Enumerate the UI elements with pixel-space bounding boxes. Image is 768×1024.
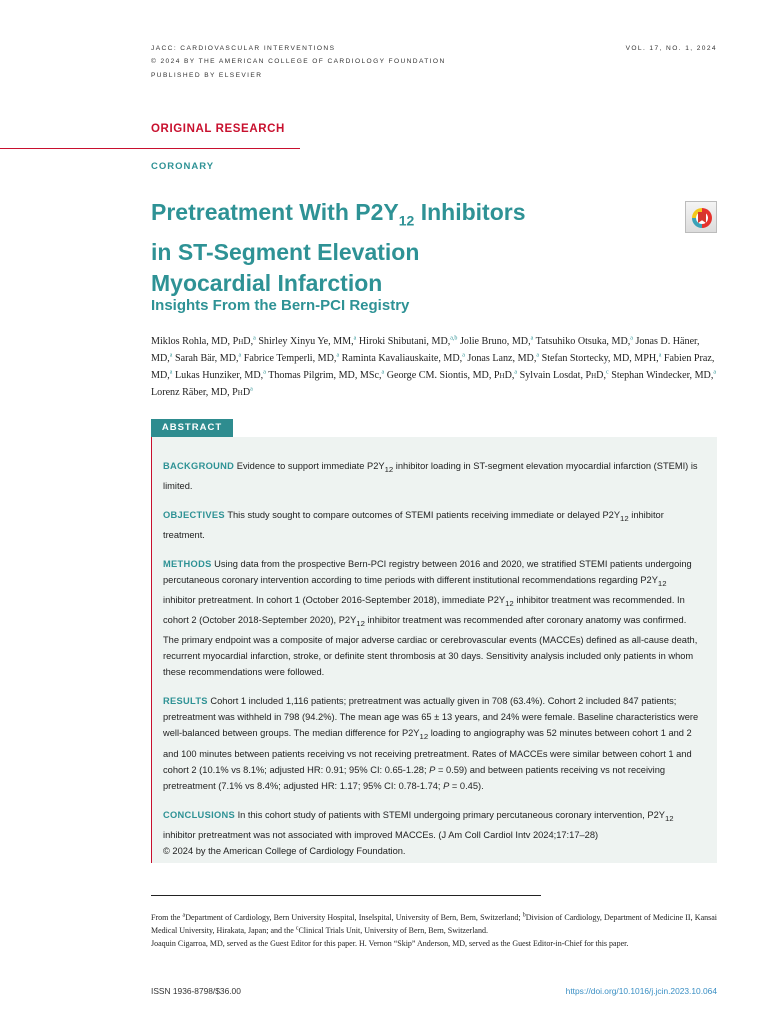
abstract-conclusions: CONCLUSIONS In this cohort study of patients with STEMI undergoing primary percutaneous coronary intervention, $P2Y_{12}$ inhibitor pretreatment was not associated with improved MACCEs. (J Am Coll Cardiol Intv 2024;17:17–28) © 2024 by the American College of Cardiology Foundation. (163, 809, 674, 856)
author-name: Raminta Kavaliauskaite, MD,$^a$ (341, 352, 465, 364)
author-list (151, 333, 721, 401)
author-affiliation-marker: a (630, 335, 633, 342)
author-name: Thomas Pilgrim, MD, MSc,$^a$ (268, 369, 385, 381)
volume-info: VOL. 17, NO. 1, 2024 (625, 45, 717, 52)
author-affiliation-marker: a (514, 369, 518, 376)
author-affiliation-marker: a (253, 335, 256, 342)
title-line-1: Pretreatment With $P2Y_{12}$ Inhibitors (151, 199, 526, 229)
methods-heading: METHODS (163, 558, 212, 569)
abstract-results: RESULTS Cohort 1 included 1,116 patients; pretreatment was actually given in 708 (63.4%). Cohort 2 included 847 patients; pretreatment was withheld in 798 (94.2%). The mean age was 65 ± 13 years, and 24% were female. Baseline characteristics were well-balanced between groups. The median difference for $P2Y_{12}$ loading to angiography was 52 minutes between cohort 1 and 2 and 100 minutes between patients receiving vs not receiving pretreatment. Rates of MACCEs were similar between cohort 1 and cohort 2 (10.1% vs 8.1%; adjusted HR: 0.91; 95% CI: 0.65-1.28; P = 0.59) and between patients receiving vs not receiving pretreatment (7.1% vs 8.4%; adjusted HR: 1.17; 95% CI: 0.78-1.74; P = 0.45). (163, 696, 699, 791)
abstract-accent-rule (151, 437, 152, 863)
author-affiliation-marker: a (353, 335, 357, 342)
author-affiliation-marker: a (238, 352, 242, 359)
author-name: Fabien Praz, MD,$^a$ (151, 353, 715, 381)
article-subtitle: Insights From the Bern-PCI Registry (151, 297, 410, 314)
abstract-box (151, 437, 717, 863)
results-heading: RESULTS (163, 696, 208, 707)
conclusions-heading: CONCLUSIONS (163, 809, 235, 820)
author-affiliation-marker: a (381, 369, 385, 376)
author-name: Fabrice Temperli, MD,$^a$ (243, 352, 340, 364)
author-name: Hiroki Shibutani, MD,$^{a,b}$ (358, 335, 458, 347)
author-affiliation-marker: a (169, 352, 173, 359)
title-line-2: in ST-Segment Elevation (151, 238, 420, 265)
abstract-copyright: © 2024 by the American College of Cardiology Foundation. (163, 845, 406, 856)
author-affiliation-marker: a (169, 369, 173, 376)
author-affiliation-marker: a,b (450, 335, 458, 342)
author-name: Miklos Rohla, MD, PhD,$^a$ (151, 335, 256, 347)
author-name: Stefan Stortecky, MD, MPH,$^a$ (541, 352, 662, 364)
article-title (151, 197, 621, 299)
author-affiliation-marker: a (536, 352, 540, 359)
author-affiliation-marker: a (658, 352, 662, 359)
publisher-line: PUBLISHED BY ELSEVIER (151, 72, 263, 79)
doi-link[interactable]: https://doi.org/10.1016/j.jcin.2023.10.064 (565, 986, 717, 996)
author-affiliation-marker: a (530, 335, 534, 342)
author-name: Shirley Xinyu Ye, MM,$^a$ (258, 335, 357, 347)
citation: (J Am Coll Cardiol Intv 2024;17:17–28) (435, 829, 599, 840)
background-heading: BACKGROUND (163, 461, 235, 471)
abstract-methods: METHODS Using data from the prospective Bern-PCI registry between 2016 and 2020, we stratified STEMI patients undergoing percutaneous coronary intervention according to time periods with different institutional recommendations regarding $P2Y_{12}$ inhibitor pretreatment. In cohort 1 (October 2016-September 2018), immediate $P2Y_{12}$ inhibitor treatment was recommended. In cohort 2 (October 2018-September 2020), $P2Y_{12}$ inhibitor treatment was recommended after coronary anatomy was confirmed. The primary endpoint was a composite of major adverse cardiac or cerebrovascular events (MACCEs) defined as all-cause death, recurrent myocardial infarction, stroke, or definite stent thrombosis at 30 days. Sensitivity analysis included only patients in whom these recommendations were followed. (163, 558, 698, 678)
crossmark-update-check-icon[interactable] (685, 201, 717, 233)
section-label: ORIGINAL RESEARCH (151, 123, 285, 135)
journal-name: JACC: CARDIOVASCULAR INTERVENTIONS (151, 45, 336, 52)
footnotes (151, 911, 717, 950)
editor-note: Joaquin Cigarroa, MD, served as the Guest Editor for this paper. H. Vernon “Skip” Anderson, MD, served as the Guest Editor-in-Chief for this paper. (151, 939, 629, 948)
author-affiliation-marker: a (462, 352, 465, 359)
abstract-body (163, 458, 700, 872)
objectives-heading: OBJECTIVES (163, 509, 225, 520)
author-name: Lorenz Räber, MD, PhD$^a$ (151, 386, 253, 398)
author-name: Jonas Lanz, MD,$^a$ (467, 352, 540, 364)
abstract-label: ABSTRACT (151, 419, 233, 437)
copyright-line: © 2024 BY THE AMERICAN COLLEGE OF CARDIOLOGY FOUNDATION (151, 58, 446, 65)
author-name: Sylvain Losdat, PhD,$^c$ (519, 369, 609, 381)
author-name: Jolie Bruno, MD,$^a$ (459, 335, 534, 347)
author-affiliation-marker: a (263, 369, 266, 376)
footnote-rule (151, 895, 541, 896)
author-name: Jonas D. Häner, MD,$^a$ (151, 336, 700, 364)
title-line-3: Myocardial Infarction (151, 269, 383, 296)
author-name: George CM. Siontis, MD, PhD,$^a$ (386, 369, 518, 381)
author-affiliation-marker: c (606, 369, 609, 376)
author-name: Lukas Hunziker, MD,$^a$ (175, 369, 266, 381)
author-name: Sarah Bär, MD,$^a$ (175, 352, 242, 364)
category-label: CORONARY (151, 161, 215, 172)
abstract-objectives: OBJECTIVES This study sought to compare outcomes of STEMI patients receiving immediate or delayed $P2Y_{12}$ inhibitor treatment. (163, 509, 664, 540)
abstract-background: BACKGROUND Evidence to support immediate $P2Y_{12}$ inhibitor loading in ST-segment elevation myocardial infarction (STEMI) is limited. (163, 461, 698, 492)
section-rule (0, 148, 300, 149)
affiliations-note: From the $^a$Department of Cardiology, Bern University Hospital, Inselspital, University of Bern, Bern, Switzerland; $^b$Division of Cardiology, Department of Medicine II, Kansai Medical University, Hirakata, Japan; and the $^c$Clinical Trials Unit, University of Bern, Bern, Switzerland. (151, 912, 718, 935)
author-affiliation-marker: a (250, 386, 253, 393)
author-affiliation-marker: a (336, 352, 340, 359)
issn: ISSN 1936-8798/$36.00 (151, 986, 241, 996)
author-name: Tatsuhiko Otsuka, MD,$^a$ (535, 335, 633, 347)
author-affiliation-marker: a (713, 369, 717, 376)
author-name: Stephan Windecker, MD,$^a$ (611, 369, 717, 381)
